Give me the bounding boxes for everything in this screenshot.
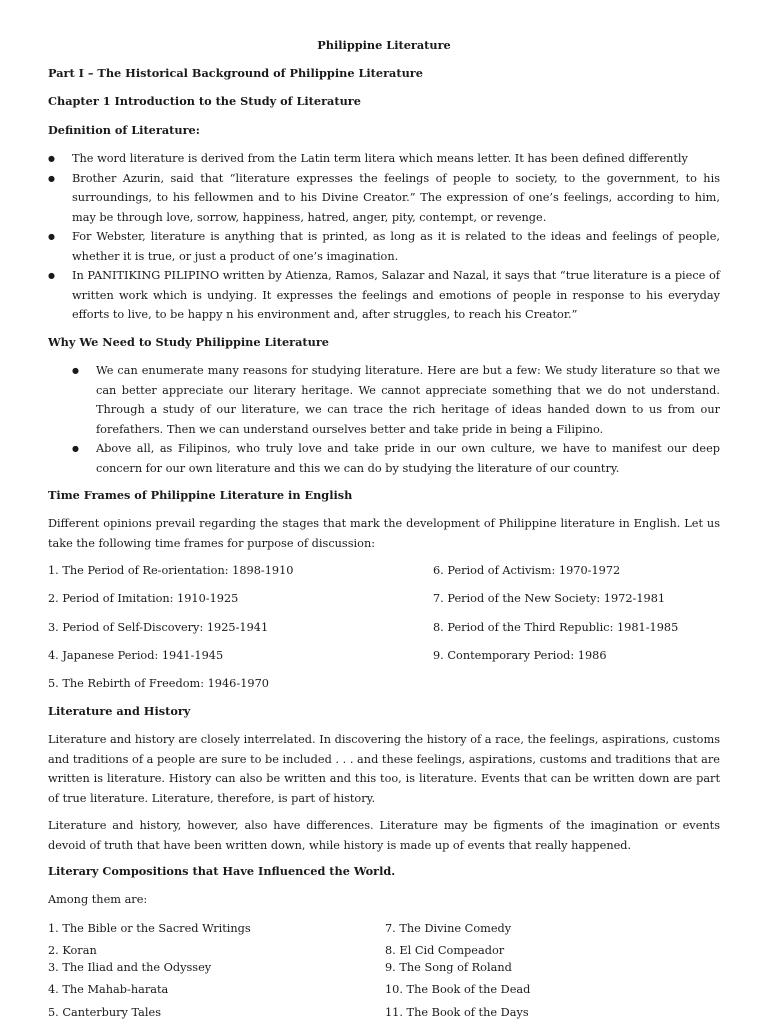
chapter-heading: Chapter 1 Introduction to the Study of Literature xyxy=(48,94,361,108)
definition-heading: Definition of Literature: xyxy=(48,123,200,137)
period-item: 9. Contemporary Period: 1986 xyxy=(433,649,607,662)
part-heading: Part I – The Historical Background of Philippine Literature xyxy=(48,66,423,80)
period-item: 2. Period of Imitation: 1910-1925 xyxy=(48,592,239,605)
definition-list xyxy=(48,149,720,325)
list-item: ● For Webster, literature is anything that is printed, as long as it is related to the ideas and feelings of people, whether it is true, or just a product of one’s imagination. xyxy=(48,227,720,266)
lit-history-heading: Literature and History xyxy=(48,704,191,718)
period-item: 3. Period of Self-Discovery: 1925-1941 xyxy=(48,621,269,634)
period-item: 5. The Rebirth of Freedom: 1946-1970 xyxy=(48,677,269,690)
composition-item: 11. The Book of the Days xyxy=(385,1006,529,1019)
composition-item: 9. The Song of Roland xyxy=(385,961,512,974)
list-item: ● Above all, as Filipinos, who truly love and take pride in our own culture, we have to manifest our deep concern for our own literature and this we can do by studying the literature of our country. xyxy=(72,439,720,478)
why-list xyxy=(72,361,720,478)
time-frames-intro: Different opinions prevail regarding the stages that mark the development of Philippine literature in English. Let us take the following time frames for purpose of discussion: xyxy=(48,517,720,550)
composition-item: 4. The Mahab-harata xyxy=(48,983,169,996)
lit-history-paragraph-2: Literature and history, however, also have differences. Literature may be figments of the imagination or events devoid of truth that have been written down, while history is made up of events that really happened. xyxy=(48,819,720,852)
lit-history-paragraph-1: Literature and history are closely interrelated. In discovering the history of a race, the feelings, aspirations, customs and traditions of a people are sure to be included . . . and these feelings, aspirations, customs and traditions that are written is literature. History can also be written and this too, is literature. Events that can be written down are part of true literature. Literature, therefore, is part of history. xyxy=(48,733,720,805)
compositions-heading: Literary Compositions that Have Influenced the World. xyxy=(48,864,396,878)
period-item: 4. Japanese Period: 1941-1945 xyxy=(48,649,224,662)
why-heading: Why We Need to Study Philippine Literature xyxy=(48,335,329,349)
composition-item: 5. Canterbury Tales xyxy=(48,1006,162,1019)
document-title: Philippine Literature xyxy=(317,38,451,52)
composition-item: 1. The Bible or the Sacred Writings xyxy=(48,922,251,935)
composition-item: 10. The Book of the Dead xyxy=(385,983,531,996)
period-item: 1. The Period of Re-orientation: 1898-1910 xyxy=(48,564,294,577)
list-item: ● Brother Azurin, said that “literature expresses the feelings of people to society, to the government, to his surroundings, to his fellowmen and to his Divine Creator.” The expression of one’s feelings, according to him, may be through love, sorrow, happiness, hatred, anger, pity, contempt, or revenge. xyxy=(48,169,720,228)
list-item: ● In PANITIKING PILIPINO written by Atienza, Ramos, Salazar and Nazal, it says that “true literature is a piece of written work which is undying. It expresses the feelings and emotions of people in response to his everyday efforts to live, to be happy n his environment and, after struggles, to reach his Creator.” xyxy=(48,266,720,325)
composition-item: 7. The Divine Comedy xyxy=(385,922,512,935)
list-item: ● The word literature is derived from the Latin term litera which means letter. It has been defined differently xyxy=(48,149,720,169)
list-item: ● We can enumerate many reasons for studying literature. Here are but a few: We study literature so that we can better appreciate our literary heritage. We cannot appreciate something that we do not understand. Through a study of our literature, we can trace the rich heritage of ideas handed down to us from our forefathers. Then we can understand ourselves better and take pride in being a Filipino. xyxy=(72,361,720,439)
time-frames-heading: Time Frames of Philippine Literature in English xyxy=(48,488,353,502)
period-item: 6. Period of Activism: 1970-1972 xyxy=(433,564,621,577)
period-item: 7. Period of the New Society: 1972-1981 xyxy=(433,592,666,605)
composition-item: 8. El Cid Compeador xyxy=(385,944,505,957)
composition-item: 3. The Iliad and the Odyssey xyxy=(48,961,212,974)
composition-item: 2. Koran xyxy=(48,944,97,957)
period-item: 8. Period of the Third Republic: 1981-1985 xyxy=(433,621,679,634)
compositions-intro: Among them are: xyxy=(48,893,148,906)
